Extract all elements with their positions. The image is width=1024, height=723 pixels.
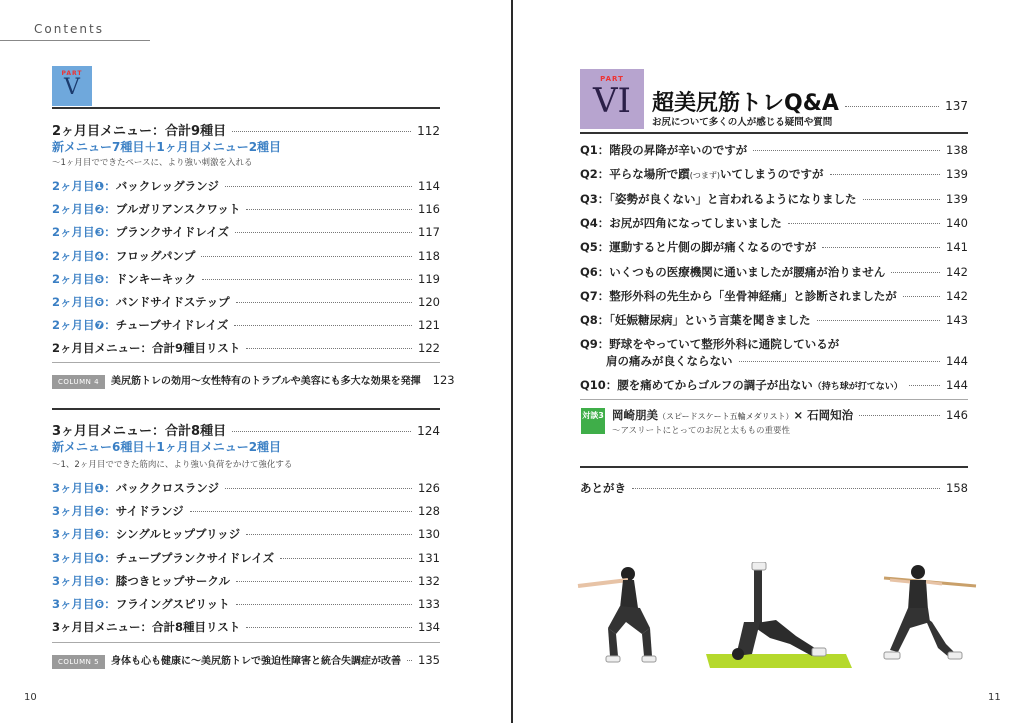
page-ref: 122 xyxy=(418,341,440,355)
afterword-label: あとがき xyxy=(580,481,626,495)
toc-label xyxy=(52,317,228,333)
afterword-row[interactable] xyxy=(580,480,968,496)
month2-sub: 新メニュー7種目＋1ヶ月目メニュー2種目 xyxy=(52,140,282,154)
month3-sub: 新メニュー6種目＋1ヶ月目メニュー2種目 xyxy=(52,440,282,454)
toc-row[interactable] xyxy=(580,142,968,158)
toc-row[interactable] xyxy=(52,178,440,194)
page-number-left: 10 xyxy=(24,692,37,703)
toc-row[interactable] xyxy=(52,480,440,496)
toc-text: Q1：階段の昇降が辛いのですが xyxy=(580,143,748,157)
leader-dots xyxy=(202,279,412,280)
toc-row[interactable] xyxy=(580,288,968,304)
taidan-badge: 対談3 xyxy=(581,408,605,434)
exercise-number: 3ヶ月目❹： xyxy=(52,550,116,565)
month2-title-row[interactable] xyxy=(52,120,440,139)
leader-dots xyxy=(891,272,940,273)
page-ref: 146 xyxy=(946,408,968,422)
toc-label xyxy=(52,480,219,496)
leader-dots xyxy=(909,385,940,386)
toc-row[interactable] xyxy=(52,503,440,519)
taidan-name-tail: × 石岡知治 xyxy=(793,408,854,422)
part6-title-row[interactable] xyxy=(652,86,968,117)
toc-label xyxy=(52,271,196,287)
exercise-number: 3ヶ月目❻： xyxy=(52,597,116,611)
leader-dots xyxy=(739,361,941,362)
page-ref: 120 xyxy=(418,295,440,309)
page-ref: 142 xyxy=(946,288,968,303)
exercise-number: 2ヶ月目❶： xyxy=(52,179,116,193)
part6-subtitle: お尻について多くの人が感じる疑問や質問 xyxy=(652,117,833,128)
leader-dots xyxy=(822,247,940,248)
toc-row[interactable] xyxy=(580,239,968,255)
taidan-row[interactable] xyxy=(612,407,968,423)
leader-dots xyxy=(280,558,412,559)
toc-row[interactable] xyxy=(580,191,968,207)
toc-text: Q4：お尻が四角になってしまいました xyxy=(580,215,782,230)
leader-dots xyxy=(817,320,941,321)
section-rule xyxy=(580,466,968,468)
page-ref: 137 xyxy=(945,99,968,113)
page-ref: 131 xyxy=(418,550,440,565)
toc-label xyxy=(52,248,195,264)
page-ref: 121 xyxy=(418,318,440,333)
exercise-number: 2ヶ月目❺： xyxy=(52,271,116,286)
toc-text: バックレッグランジ xyxy=(115,179,219,193)
leader-dots xyxy=(863,199,941,200)
exercise-number: 2ヶ月目❹： xyxy=(52,248,116,263)
page-ref: 133 xyxy=(418,597,440,611)
exercise-number: 2ヶ月目❷： xyxy=(52,202,116,217)
toc-text-tail: いてしまうのですが xyxy=(720,167,824,182)
leader-dots xyxy=(225,488,412,489)
taidan-name: 岡崎朋美 xyxy=(612,408,658,422)
lunge-figure-illustration xyxy=(880,558,980,673)
toc-text: バッククロスランジ xyxy=(115,481,219,495)
toc-text: Q5：運動すると片側の脚が痛くなるのですが xyxy=(580,240,817,255)
toc-text: バンドサイドステップ xyxy=(115,295,230,309)
page-ref: 123 xyxy=(432,373,455,387)
leader-dots xyxy=(830,174,941,175)
toc-row[interactable] xyxy=(52,526,440,542)
toc-text: チューブサイドレイズ xyxy=(115,318,229,333)
book-gutter xyxy=(511,0,513,723)
contents-rule xyxy=(0,40,150,41)
ruby-reading: (つまず) xyxy=(689,171,721,181)
page-ref: 138 xyxy=(946,143,968,157)
page-ref: 142 xyxy=(946,264,968,279)
leader-dots xyxy=(225,186,412,187)
leader-dots xyxy=(236,302,412,303)
toc-label xyxy=(52,526,240,542)
toc-row[interactable] xyxy=(52,271,440,287)
column-label: 身体も心も健康に〜美尻筋トレで強迫性障害と統合失調症が改善 xyxy=(111,656,402,667)
toc-label xyxy=(580,215,782,231)
page-ref: 158 xyxy=(946,481,968,495)
month3-list-row[interactable] xyxy=(52,619,440,635)
page-ref: 143 xyxy=(946,313,968,328)
column4-row[interactable] xyxy=(52,372,455,389)
leader-dots xyxy=(190,511,412,512)
leader-dots xyxy=(201,256,412,257)
leader-dots xyxy=(903,296,940,297)
page-ref: 140 xyxy=(946,215,968,230)
toc-row[interactable] xyxy=(580,312,968,328)
toc-label xyxy=(52,596,230,612)
page-ref: 126 xyxy=(418,481,440,495)
toc-row[interactable] xyxy=(52,596,440,612)
part-roman: VI xyxy=(593,81,631,121)
squat-figure-illustration xyxy=(568,560,668,670)
month3-title: 3ヶ月目メニュー：合計8種目 xyxy=(52,424,227,439)
month3-note: 〜1、2ヶ月目でできた筋肉に、より強い負荷をかけて強化する xyxy=(52,460,293,470)
page-ref: 117 xyxy=(418,225,440,240)
part-roman: V xyxy=(64,75,80,100)
page-ref: 132 xyxy=(418,573,440,588)
q9-line1[interactable]: Q9：野球をやっていて整形外科に通院しているが xyxy=(580,337,840,351)
toc-text: プランクサイドレイズ xyxy=(115,225,230,240)
column-tag: COLUMN 4 xyxy=(52,375,105,389)
leader-dots xyxy=(845,106,939,107)
column-rule xyxy=(52,642,440,643)
toc-label xyxy=(52,201,240,217)
leader-dots xyxy=(246,534,412,535)
toc-row[interactable] xyxy=(580,215,968,231)
leader-dots xyxy=(246,627,412,628)
toc-label xyxy=(580,166,824,182)
part-v-badge xyxy=(52,66,92,106)
part-word: PART xyxy=(61,70,83,77)
page-ref: 114 xyxy=(418,179,440,193)
section-rule xyxy=(52,107,440,109)
toc-row[interactable] xyxy=(52,224,440,240)
toc-text: Q6：いくつもの医療機関に通いましたが腰痛が治りません xyxy=(580,264,886,279)
toc-text: Q2：平らな場所で躓 xyxy=(580,167,690,182)
q10-label: Q10：腰を痛めてからゴルフの調子が出ない xyxy=(580,378,813,392)
exercise-number: 2ヶ月目❸： xyxy=(52,225,116,240)
leader-dots xyxy=(236,604,412,605)
leader-dots xyxy=(407,660,412,661)
toc-row[interactable] xyxy=(52,294,440,310)
section-rule xyxy=(52,408,440,410)
list-label: 2ヶ月目メニュー：合計9種目リスト xyxy=(52,341,241,355)
toc-row[interactable] xyxy=(52,317,440,333)
toc-label xyxy=(580,264,885,280)
leader-dots xyxy=(232,131,411,132)
page-ref: 144 xyxy=(946,378,968,392)
leader-dots xyxy=(632,488,940,489)
toc-text: サイドランジ xyxy=(115,504,184,519)
leader-dots xyxy=(788,223,940,224)
leader-dots xyxy=(859,415,940,416)
page-ref: 141 xyxy=(946,240,968,255)
exercise-number: 2ヶ月目❼： xyxy=(52,318,116,333)
q9-line2: 肩の痛みが良くならない xyxy=(606,354,733,368)
toc-text: チューブプランクサイドレイズ xyxy=(115,550,275,565)
toc-label xyxy=(580,312,811,328)
part-vi-badge xyxy=(580,69,644,129)
q9-row[interactable] xyxy=(606,353,968,369)
page-ref: 139 xyxy=(946,191,968,206)
toc-row[interactable] xyxy=(52,248,440,264)
exercise-number: 3ヶ月目❺： xyxy=(52,573,116,588)
toc-label xyxy=(580,191,857,207)
toc-label xyxy=(580,288,897,304)
toc-text: ブルガリアンスクワット xyxy=(115,202,241,217)
taidan-sub: 〜アスリートにとってのお尻と太ももの重要性 xyxy=(612,426,790,436)
toc-row[interactable] xyxy=(52,573,440,589)
column-rule xyxy=(52,362,440,363)
taidan-rule xyxy=(580,399,968,400)
month2-note: 〜1ヶ月目でできたペースに、より強い刺激を入れる xyxy=(52,158,253,168)
leader-dots xyxy=(753,150,940,151)
exercise-number: 3ヶ月目❶： xyxy=(52,481,116,495)
taidan-name-small: （スピードスケート五輪メダリスト） xyxy=(658,412,794,421)
month2-list-row[interactable] xyxy=(52,340,440,356)
page-ref: 112 xyxy=(417,124,440,138)
leader-dots xyxy=(246,348,412,349)
page-ref: 124 xyxy=(417,424,440,438)
q10-small: （持ち球が打てない） xyxy=(812,382,903,392)
toc-label xyxy=(580,142,747,158)
page-ref: 118 xyxy=(418,248,440,263)
toc-label xyxy=(52,573,230,589)
toc-label xyxy=(52,178,219,194)
toc-text: フライングスピリット xyxy=(115,597,230,611)
hip-bridge-figure-illustration xyxy=(700,562,860,672)
toc-text: 膝つきヒップサークル xyxy=(115,573,231,588)
page-ref: 128 xyxy=(418,504,440,519)
section-rule xyxy=(580,132,968,134)
exercise-number: 3ヶ月目❷： xyxy=(52,504,116,519)
toc-text: フロッグパンプ xyxy=(115,248,196,263)
leader-dots xyxy=(235,232,412,233)
toc-row[interactable] xyxy=(52,550,440,566)
toc-label xyxy=(52,550,274,566)
toc-text: シングルヒップブリッジ xyxy=(115,527,241,542)
toc-text: Q7：整形外科の先生から「坐骨神経痛」と診断されましたが xyxy=(580,288,897,303)
page-ref: 144 xyxy=(946,354,968,368)
page-ref: 130 xyxy=(418,527,440,542)
column5-row[interactable] xyxy=(52,652,440,669)
page-ref: 139 xyxy=(946,167,968,182)
toc-text: ドンキーキック xyxy=(115,271,197,286)
leader-dots xyxy=(236,581,412,582)
toc-text: Q3：「姿勢が良くない」と言われるようになりました xyxy=(580,191,857,206)
toc-label xyxy=(52,503,184,519)
page-ref: 119 xyxy=(418,271,440,286)
toc-row[interactable] xyxy=(580,166,968,182)
leader-dots xyxy=(246,209,412,210)
part-word: PART xyxy=(600,75,624,83)
toc-row[interactable] xyxy=(580,264,968,280)
month2-title: 2ヶ月目メニュー：合計9種目 xyxy=(52,124,227,139)
column-label: 美尻筋トレの効用〜女性特有のトラブルや美容にも多大な効果を発揮 xyxy=(111,376,421,387)
exercise-number: 3ヶ月目❸： xyxy=(52,527,116,542)
page-ref: 116 xyxy=(418,202,440,217)
leader-dots xyxy=(232,431,411,432)
toc-label xyxy=(52,224,229,240)
column-tag: COLUMN 5 xyxy=(52,655,105,669)
list-label: 3ヶ月目メニュー：合計8種目リスト xyxy=(52,620,241,634)
toc-row[interactable] xyxy=(52,201,440,217)
month3-title-row[interactable] xyxy=(52,420,440,439)
part6-title: 超美尻筋トレQ&A xyxy=(652,91,839,116)
page-number-right: 11 xyxy=(988,692,1001,703)
toc-text: Q8：「妊娠糖尿病」という言葉を聞きました xyxy=(580,313,811,328)
page-ref: 135 xyxy=(418,653,440,667)
page-ref: 134 xyxy=(418,620,440,634)
contents-label: Contents xyxy=(34,22,104,36)
leader-dots xyxy=(234,325,412,326)
exercise-number: 2ヶ月目❻： xyxy=(52,295,116,309)
toc-label xyxy=(580,239,816,255)
toc-label xyxy=(52,294,230,310)
q10-row[interactable] xyxy=(580,377,968,393)
